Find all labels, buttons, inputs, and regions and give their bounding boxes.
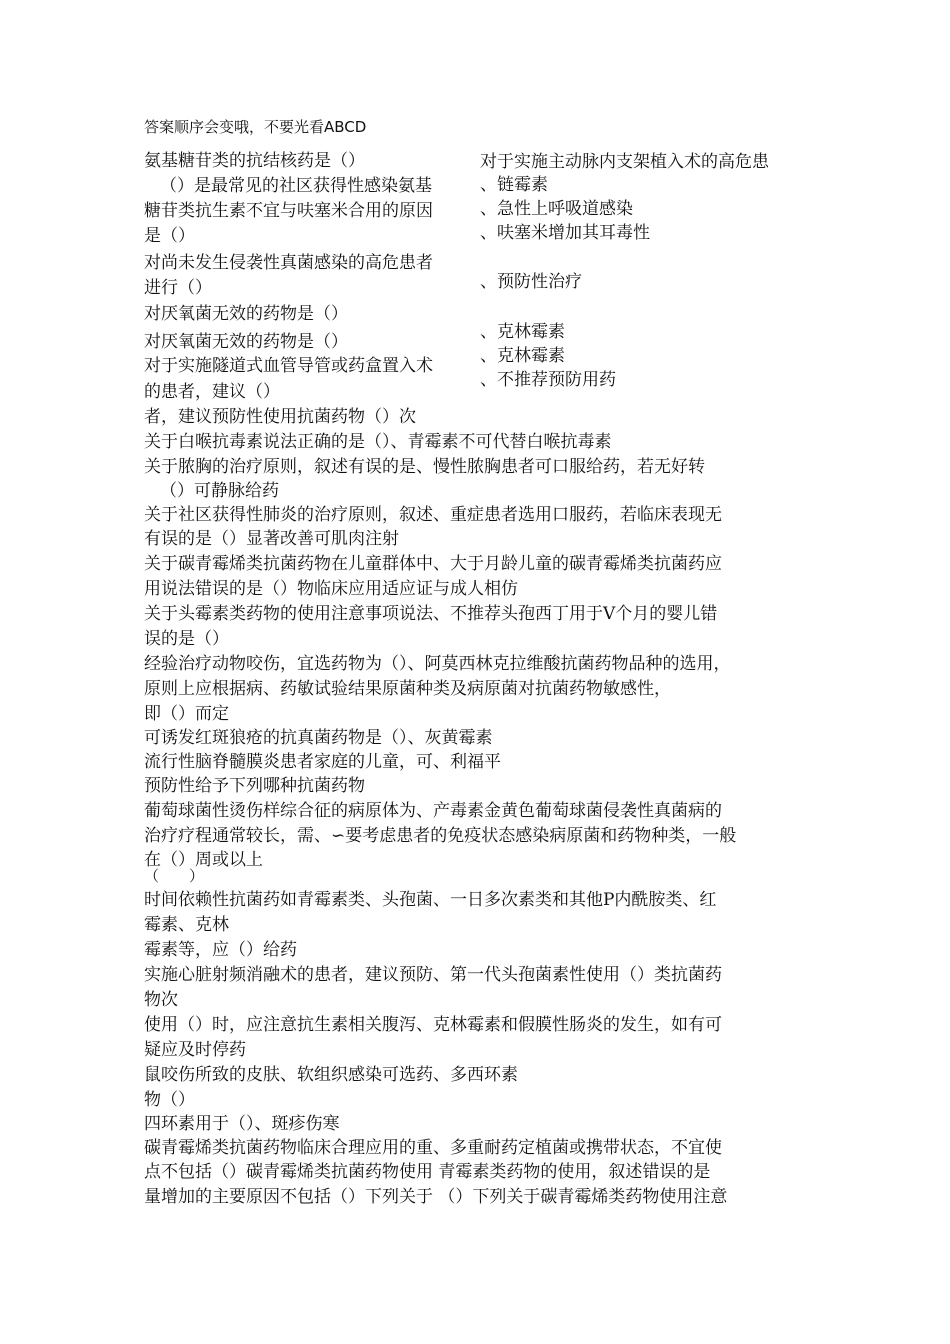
body-line: （）可静脉给药 [160, 481, 279, 501]
body-line: 用说法错误的是（）物临床应用适应证与成人相仿 [144, 579, 518, 599]
body-line: 关于头霉素类药物的使用注意事项说法、不推荐头孢西丁用于V个月的婴儿错 [144, 604, 718, 624]
left-line: 糖苷类抗生素不宜与呋塞米合用的原因 [144, 201, 433, 221]
right-line: 、不推荐预防用药 [480, 370, 616, 390]
body-line: 葡萄球菌性烫伤样综合征的病原体为、产毒素金黄色葡萄球菌侵袭性真菌病的 [144, 801, 722, 821]
body-line: （ ） [144, 867, 205, 885]
body-line: 使用（）时，应注意抗生素相关腹泻、克林霉素和假膜性肠炎的发生，如有可 [144, 1015, 722, 1035]
body-line: 疑应及时停药 [144, 1040, 246, 1060]
body-line: 物次 [144, 990, 178, 1010]
body-line: 霉素等，应（）给药 [144, 940, 297, 960]
left-line: 进行（） [144, 278, 212, 298]
body-line: 时间依赖性抗菌药如青霉素类、头孢菌、一日多次素类和其他P内酰胺类、红 [144, 890, 717, 910]
left-line: 对厌氧菌无效的药物是（） [144, 304, 348, 324]
body-line: 流行性脑脊髓膜炎患者家庭的儿童，可、利福平 [144, 752, 501, 772]
right-line: 、链霉素 [480, 175, 548, 195]
body-line: 实施心脏射频消融术的患者，建议预防、第一代头孢菌素性使用（）类抗菌药 [144, 965, 722, 985]
left-line: 氨基糖苷类的抗结核药是（） [144, 151, 365, 171]
right-line: 、克林霉素 [480, 322, 565, 342]
body-line: 鼠咬伤所致的皮肤、软组织感染可选药、多西环素 [144, 1065, 518, 1085]
body-line: 四环素用于（）、斑疹伤寒 [144, 1114, 340, 1134]
left-line: 对厌氧菌无效的药物是（） [144, 332, 348, 352]
body-line: 即（）而定 [144, 704, 229, 724]
left-line: 对尚未发生侵袭性真菌感染的高危患者 [144, 253, 433, 273]
right-line: 、预防性治疗 [480, 272, 582, 292]
left-line: （）是最常见的社区获得性感染氨基 [160, 176, 432, 196]
body-line: 点不包括（）碳青霉烯类抗菌药物使用 青霉素类药物的使用，叙述错误的是 [144, 1162, 711, 1182]
right-line: 、急性上呼吸道感染 [480, 199, 633, 219]
body-line: 关于脓胸的治疗原则，叙述有误的是、慢性脓胸患者可口服给药，若无好转 [144, 457, 705, 477]
body-line: 有误的是（）显著改善可肌肉注射 [144, 529, 399, 549]
body-line: 霉素、克林 [144, 915, 229, 935]
body-line: 关于碳青霉烯类抗菌药物在儿童群体中、大于月龄儿童的碳青霉烯类抗菌药应 [144, 554, 722, 574]
right-line: 、呋塞米增加其耳毒性 [480, 223, 650, 243]
body-line: 关于社区获得性肺炎的治疗原则，叙述、重症患者选用口服药，若临床表现无 [144, 505, 722, 525]
body-line: 可诱发红斑狼疮的抗真菌药物是（）、灰黄霉素 [144, 728, 493, 748]
body-line: 治疗疗程通常较长，需、∽要考虑患者的免疫状态感染病原菌和药物种类，一般 [144, 826, 737, 846]
right-line: 对于实施主动脉内支架植入术的高危患 [480, 152, 769, 172]
body-line: 者，建议预防性使用抗菌药物（）次 [144, 407, 416, 427]
body-line: 误的是（） [144, 629, 229, 649]
body-line: 关于白喉抗毒素说法正确的是（）、青霉素不可代替白喉抗毒素 [144, 432, 612, 452]
left-line: 对于实施隧道式血管导管或药盒置入术 [144, 356, 433, 376]
body-line: 量增加的主要原因不包括（）下列关于 （）下列关于碳青霉烯类药物使用注意 [144, 1187, 728, 1207]
left-line: 的患者，建议（） [144, 382, 280, 402]
header-note: 答案顺序会变哦，不要光看ABCD [144, 118, 367, 136]
body-line: 在（）周或以上 [144, 850, 263, 870]
body-line: 碳青霉烯类抗菌药物临床合理应用的重、多重耐药定植菌或携带状态，不宜使 [144, 1138, 722, 1158]
body-line: 经验治疗动物咬伤，宜选药物为（）、阿莫西林克拉维酸抗菌药物品种的选用， [144, 654, 731, 674]
body-line: 原则上应根据病、药敏试验结果原菌种类及病原菌对抗菌药物敏感性， [144, 679, 671, 699]
body-line: 物（） [144, 1090, 195, 1110]
left-line: 是（） [144, 226, 195, 246]
right-line: 、克林霉素 [480, 346, 565, 366]
body-line: 预防性给予下列哪种抗菌药物 [144, 776, 365, 796]
